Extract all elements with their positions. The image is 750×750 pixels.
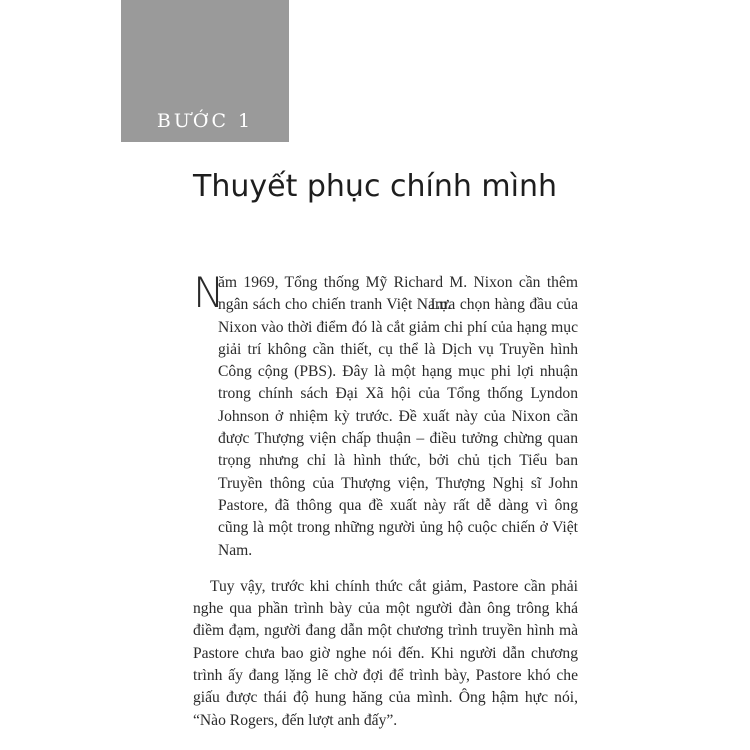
body-text: [193, 268, 578, 732]
paragraph-1-lead: ăm 1969, Tổng thống Mỹ Richard M. Nixon cần thêm ngân sách cho chiến tranh Việt Nam.: [218, 274, 578, 314]
drop-cap: N: [193, 268, 225, 317]
step-label: BƯỚC 1: [156, 110, 254, 132]
step-tab: [121, 0, 289, 142]
paragraph-2: Tuy vậy, trước khi chính thức cắt giảm, Pastore cần phải nghe qua phần trình bày của một người đàn ông trông khá điềm đạm, người đang dẫn một chương trình truyền hình mà Pastore chưa bao giờ nghe nói đến. Khi người dẫn chương trình ấy đang lặng lẽ chờ đợi để trình bày, Pastore khó che giấu được thái độ hung hăng của mình. Ông hậm hực nói, “Nào Rogers, đến lượt anh đấy”.: [193, 577, 578, 729]
chapter-title: Thuyết phục chính mình: [193, 169, 557, 204]
paragraph-1-rest: Lựa chọn hàng đầu của Nixon vào thời điểm đó là cắt giảm chi phí của hạng mục giải trí không cần thiết, cụ thể là Dịch vụ Truyền hình Công cộng (PBS). Đây là một hạng mục phi lợi nhuận trong chính sách Đại Xã hội của Tổng thống Lyndon Johnson ở nhiệm kỳ trước. Đề xuất này của Nixon cần được Thượng viện chấp thuận – điều tưởng chừng quan trọng nhưng chỉ là hình thức, bởi chủ tịch Tiểu ban Truyền thông của Thượng viện, Thượng Nghị sĩ John Pastore, đã thông qua đề xuất này rất dễ dàng vì ông cũng là một trong những người ủng hộ cuộc chiến ở Việt Nam.: [218, 296, 578, 559]
paragraph-1: [193, 268, 578, 562]
